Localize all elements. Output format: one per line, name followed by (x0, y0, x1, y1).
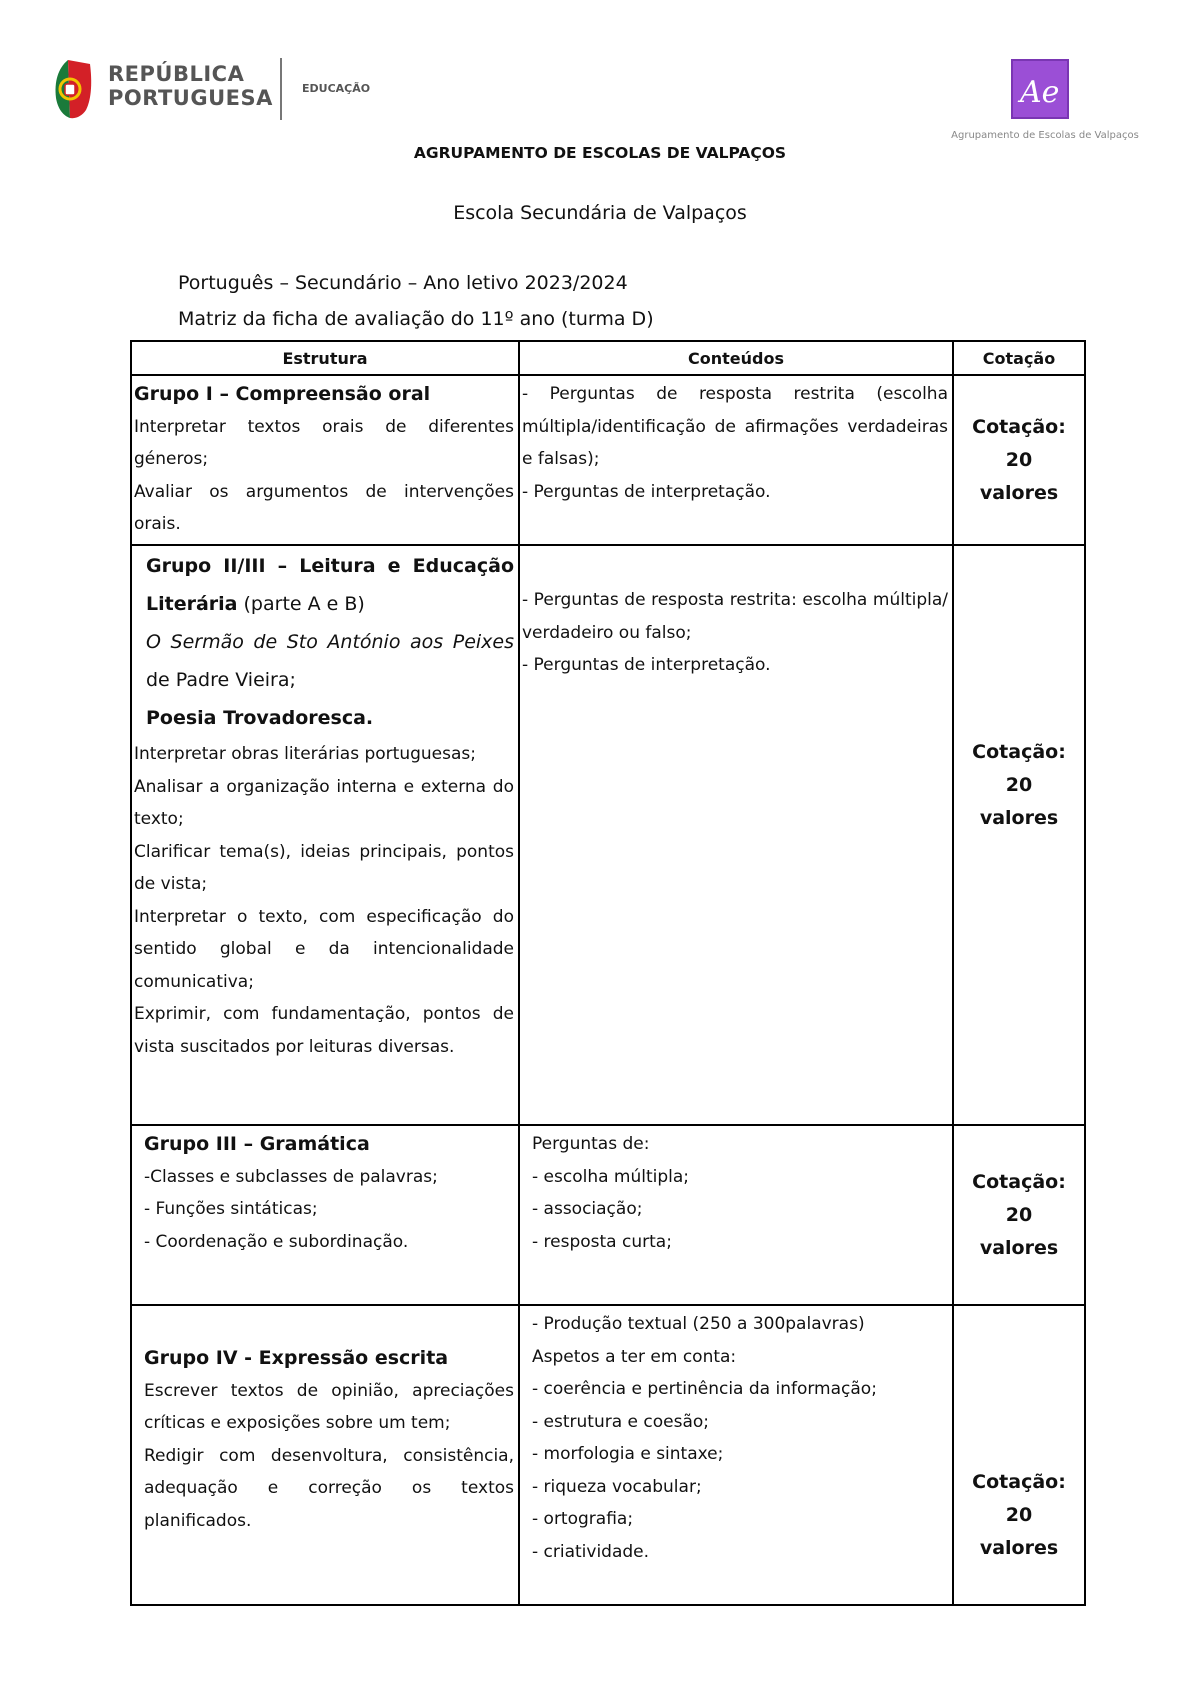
score-value: 20 (1005, 448, 1033, 471)
content-line: - riqueza vocabular; (532, 1476, 702, 1497)
structure-line: - Coordenação e subordinação. (144, 1231, 409, 1252)
contents-cell (519, 375, 953, 545)
content-line: - criatividade. (532, 1541, 650, 1562)
logo-divider (280, 58, 282, 120)
group-title: Grupo IV - Expressão escrita (144, 1347, 449, 1369)
organization-title: AGRUPAMENTO DE ESCOLAS DE VALPAÇOS (413, 144, 787, 162)
structure-line: Interpretar o texto, com especificação do sentido global e da intencionalidade comunicativa; (134, 906, 514, 992)
content-line: - Perguntas de interpretação. (522, 481, 771, 502)
structure-line: Analisar a organização interna e externa do texto; (134, 776, 514, 829)
contents-cell (519, 1305, 953, 1605)
content-line: - ortografia; (532, 1509, 634, 1529)
score-value: 20 (1005, 1203, 1033, 1226)
school-logo-letters: Ae (1020, 75, 1060, 110)
score-label: Cotação: (972, 1170, 1066, 1193)
structure-line: Interpretar textos orais de diferentes géneros; (134, 416, 514, 469)
score-unit: valores (979, 807, 1059, 829)
group-title-suffix: (parte A e B) (237, 593, 365, 615)
structure-cell (131, 375, 519, 545)
score-unit: valores (979, 481, 1059, 504)
content-line: - resposta curta; (532, 1231, 672, 1252)
score-unit: valores (979, 1537, 1059, 1559)
structure-line: Escrever textos de opinião, apreciações críticas e exposições sobre um tem; (144, 1380, 514, 1433)
structure-line: - Funções sintáticas; (144, 1199, 318, 1219)
content-line: - Perguntas de resposta restrita: escolha múltipla/ verdadeiro ou falso; (522, 590, 948, 643)
contents-cell (519, 1125, 953, 1305)
school-name: Escola Secundária de Valpaços (453, 202, 747, 224)
content-line: - Perguntas de resposta restrita (escolha múltipla/identificação de afirmações verdadeiras e falsas); (522, 384, 948, 469)
score-cell (953, 1305, 1085, 1605)
contents-cell (519, 545, 953, 1125)
table-row (131, 1125, 1085, 1305)
structure-line: Redigir com desenvoltura, consistência, adequação e correção os textos planificados. (144, 1445, 514, 1531)
score-value: 20 (1005, 1504, 1033, 1526)
structure-line: Avaliar os argumentos de intervenções orais. (134, 481, 514, 534)
work-author: de Padre Vieira; (146, 669, 296, 691)
column-header-structure: Estrutura (131, 341, 519, 375)
score-value: 20 (1005, 774, 1033, 796)
table-row (131, 545, 1085, 1125)
group-title: Grupo I – Compreensão oral (134, 383, 431, 405)
republica-portuguesa-logo (50, 56, 380, 122)
work-title: O Sermão de Sto António aos Peixes (146, 631, 514, 653)
second-work: Poesia Trovadoresca. (146, 707, 374, 729)
structure-line: Clarificar tema(s), ideias principais, pontos de vista; (134, 841, 514, 894)
structure-cell (131, 1125, 519, 1305)
structure-line: Interpretar obras literárias portuguesas; (134, 744, 476, 764)
structure-line: -Classes e subclasses de palavras; (144, 1166, 438, 1187)
content-line: Aspetos a ter em conta: (532, 1346, 737, 1367)
content-line: - estrutura e coesão; (532, 1411, 710, 1432)
group-title: Grupo II/III – Leitura e Educação Literária (146, 555, 514, 615)
score-cell (953, 545, 1085, 1125)
score-cell (953, 1125, 1085, 1305)
structure-cell (131, 545, 519, 1125)
content-line: Perguntas de: (532, 1134, 650, 1154)
content-line: - coerência e pertinência da informação; (532, 1379, 877, 1399)
score-unit: valores (979, 1236, 1059, 1259)
republica-portuguesa-text: REPÚBLICA PORTUGUESA (108, 62, 273, 110)
content-line: - escolha múltipla; (532, 1166, 690, 1187)
column-header-contents: Conteúdos (519, 341, 953, 375)
course-subtitle: Português – Secundário – Ano letivo 2023/2024 (178, 272, 628, 294)
content-line: - associação; (532, 1199, 643, 1219)
column-header-score: Cotação (953, 341, 1085, 375)
table-header-row (131, 341, 1085, 375)
score-label: Cotação: (972, 415, 1066, 438)
score-label: Cotação: (972, 1471, 1066, 1493)
ministry-label: EDUCAÇÃO (302, 82, 371, 95)
school-logo-caption: Agrupamento de Escolas de Valpaços (951, 130, 1139, 141)
table-row (131, 375, 1085, 545)
structure-cell (131, 1305, 519, 1605)
content-line: - Perguntas de interpretação. (522, 655, 771, 675)
score-cell (953, 375, 1085, 545)
group-title: Grupo III – Gramática (144, 1133, 370, 1155)
content-line: - morfologia e sintaxe; (532, 1444, 724, 1464)
content-line: - Produção textual (250 a 300palavras) (532, 1314, 865, 1334)
matrix-subtitle: Matriz da ficha de avaliação do 11º ano (turma D) (178, 308, 654, 330)
portuguese-flag-icon (50, 58, 94, 120)
structure-line: Exprimir, com fundamentação, pontos de vista suscitados por leituras diversas. (134, 1004, 514, 1057)
evaluation-matrix-table (130, 340, 1086, 1606)
score-label: Cotação: (972, 741, 1066, 763)
table-row (131, 1305, 1085, 1605)
school-cluster-logo-icon (1010, 58, 1070, 120)
